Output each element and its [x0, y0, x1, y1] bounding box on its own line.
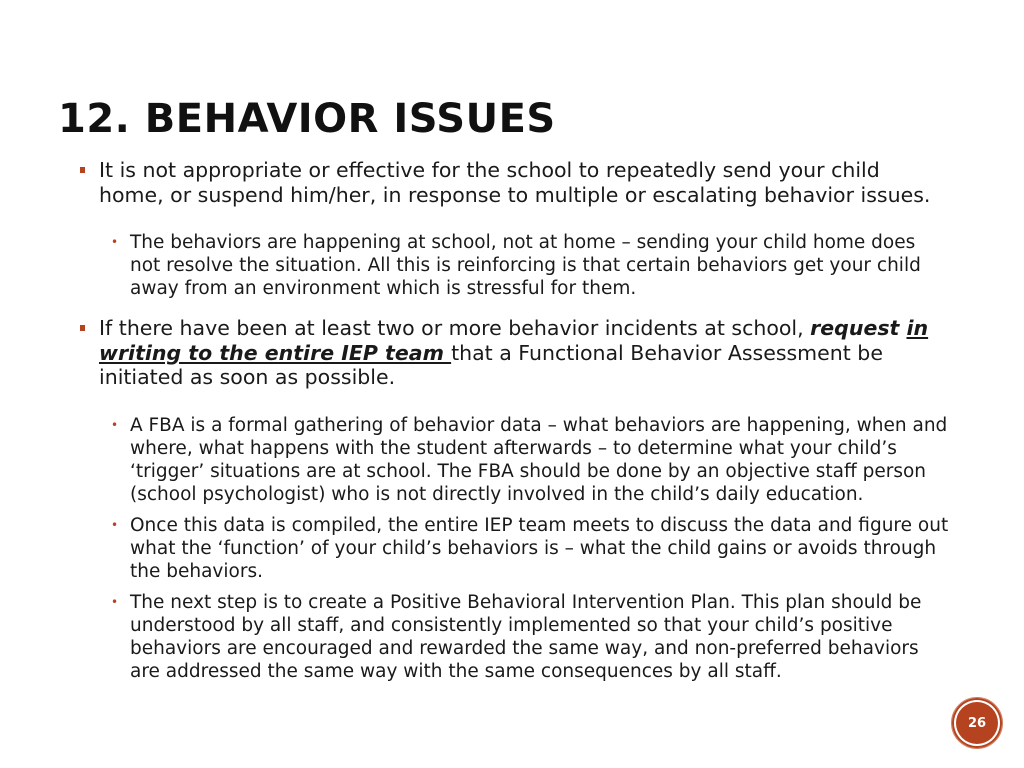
bullet-2-text-after: that a Functional Behavior Assessment be initiated as soon as possible.	[99, 340, 883, 389]
bullet-2-text-before: If there have been at least two or more behavior incidents at school,	[99, 316, 811, 340]
sub-bullet-2-3-text: The next step is to create a Positive Behavioral Intervention Plan. This plan should be understood by all staff, and consistently implemented so that your child’s positive behaviors are encouraged and rewarded the same way, and non-preferred behaviors are addressed the same way with the same consequences by all staff.	[130, 591, 922, 682]
sub-bullet-1-1	[80, 231, 950, 300]
slide-title: 12. BEHAVIOR ISSUES	[58, 96, 556, 142]
bullet-2-emphasis-in-writing: in writing to the entire IEP team	[99, 316, 929, 365]
slide-content	[80, 158, 950, 683]
bullet-2	[80, 316, 950, 390]
sub-bullet-2-2-text: Once this data is compiled, the entire IEP team meets to discuss the data and figure out what the ‘function’ of your child’s behaviors is – what the child gains or avoids through the behaviors.	[130, 514, 949, 582]
sub-bullet-2-3	[80, 591, 950, 683]
dot-bullet-icon: •	[111, 517, 119, 532]
sub-bullet-2-1	[80, 414, 950, 506]
bullet-2-emphasis-request: request	[810, 316, 907, 340]
page-number: 26	[967, 715, 987, 731]
dot-bullet-icon: •	[111, 594, 119, 609]
sub-bullet-2-1-text: A FBA is a formal gathering of behavior data – what behaviors are happening, when and where, what happens with the student afterwards – to determine what your child’s ‘trigger’ situations are at school. The FBA should be done by an objective staff person (school psychologist) who is not directly involved in the child’s daily education.	[130, 414, 948, 505]
dot-bullet-icon: •	[111, 235, 119, 249]
sub-bullet-1-1-text: The behaviors are happening at school, not at home – sending your child home does not resolve the situation. All this is reinforcing is that certain behaviors get your child away from an environment which is stressful for them.	[130, 232, 921, 299]
square-bullet-icon	[80, 325, 85, 331]
dot-bullet-icon: •	[111, 417, 119, 432]
bullet-1-text: It is not appropriate or effective for the school to repeatedly send your child home, or suspend him/her, in response to multiple or escalating behavior issues.	[99, 158, 931, 207]
bullet-1	[80, 158, 950, 207]
page-number-badge	[956, 702, 998, 744]
sub-bullet-2-2	[80, 514, 950, 583]
square-bullet-icon	[80, 167, 85, 173]
